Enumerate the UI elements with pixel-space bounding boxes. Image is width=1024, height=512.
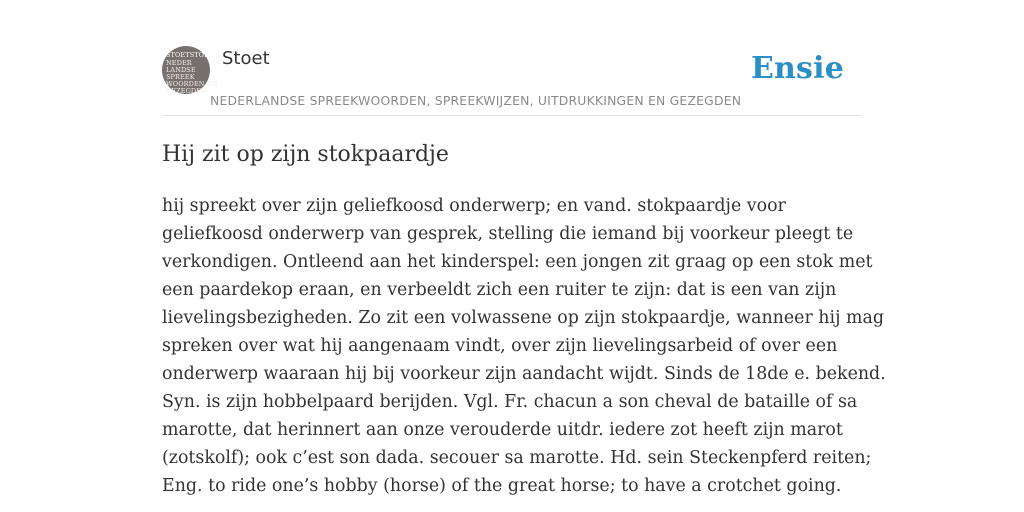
definition-line: Eng. to ride one’s hobby (horse) of the great horse; to have a crotchet going. (162, 476, 842, 496)
definition-line: marotte, dat herinnert aan onze verouderde uitdr. iedere zot heeft zijn marot (162, 420, 843, 440)
definition-line: lievelingsbezigheden. Zo zit een volwassene op zijn stokpaardje, wanneer hij mag (162, 308, 884, 328)
ensie-logo[interactable]: Ensie (750, 51, 844, 86)
definition-line: Syn. is zijn hobbelpaard berijden. Vgl. Fr. chacun a son cheval de bataille of sa (162, 392, 858, 412)
author-avatar[interactable] (162, 46, 218, 95)
avatar-text-line: SPREEK (166, 73, 195, 81)
definition-line: hij spreekt over zijn geliefkoosd onderwerp; en vand. stokpaardje voor (162, 196, 786, 216)
definition-line: geliefkoosd onderwerp van gesprek, stelling die iemand bij voorkeur pleegt te (162, 224, 854, 244)
author-name[interactable]: Stoet (222, 48, 270, 69)
entry-definition (162, 192, 886, 500)
avatar-text-line: GEZEGDEN (166, 87, 207, 95)
avatar-text-line: STOETSTOET (166, 51, 214, 59)
definition-line: verkondigen. Ontleend aan het kinderspel: een jongen zit graag op een stok met (162, 252, 873, 272)
entry-header (162, 44, 862, 116)
definition-line: onderwerp waaraan hij bij voorkeur zijn aandacht wijdt. Sinds de 18de e. bekend. (162, 364, 886, 384)
entry-title: Hij zit op zijn stokpaardje (162, 142, 449, 167)
avatar-text-line: WOORDEN EN (166, 80, 218, 88)
definition-line: een paardekop eraan, en verbeeldt zich een ruiter te zijn: dat is een van zijn (162, 280, 837, 300)
definition-line: (zotskolf); ook c’est son dada. secouer sa marotte. Hd. sein Steckenpferd reiten; (162, 448, 872, 468)
definition-line: spreken over wat hij aangenaam vindt, over zijn lievelingsarbeid of over een (162, 336, 838, 356)
source-title[interactable]: NEDERLANDSE SPREEKWOORDEN, SPREEKWIJZEN, UITDRUKKINGEN EN GEZEGDEN (210, 93, 742, 108)
avatar-text-line: NEDER (166, 59, 192, 67)
avatar-text-line: LANDSE (166, 66, 196, 74)
